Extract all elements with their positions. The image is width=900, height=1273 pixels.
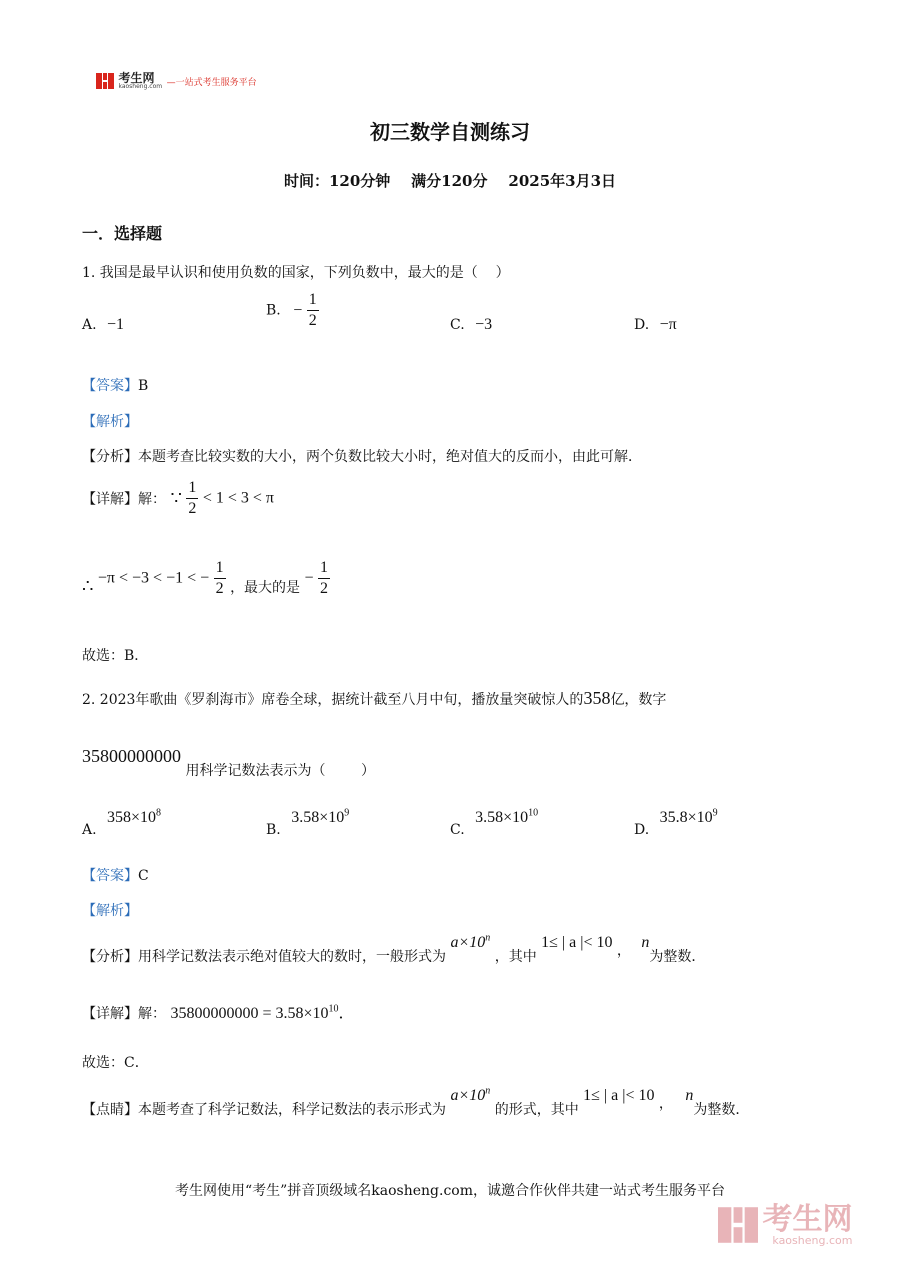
q2-dianjing: 【点睛】本题考查了科学记数法，科学记数法的表示形式为 $a\times 10^n$ 的形式，其中 1≤ | a |< 10 ， n为整数． (82, 1085, 750, 1118)
header-logo (96, 72, 257, 94)
q1-option-b: B. − $\frac{1}{2}$ (266, 291, 317, 329)
q2-answer: 【答案】C (82, 868, 149, 884)
watermark-logo-icon (718, 1203, 758, 1247)
q2-xiangjie: 【详解】解： $35800000000 = 3.58\times 10^{10}$． (82, 1003, 355, 1022)
q1-option-a: A. −1 (82, 316, 125, 333)
q2-option-a: A. $358\times 10^8$ (82, 808, 162, 839)
kaosheng-logo-icon (96, 72, 114, 90)
q2-stem-line2: 35800000000 用科学记数法表示为（ ） (82, 746, 376, 779)
page-footer: 考生网使用“考生”拼音顶级域名kaosheng.com，诚邀合作伙伴共建一站式考生服务平台 (174, 1183, 726, 1199)
q2-option-b: B. $3.58\times 10^9$ (266, 808, 350, 839)
q2-choose: 故选：C． (82, 1055, 149, 1071)
watermark-name: 考生网 (762, 1201, 853, 1237)
q1-stem: 1. 我国是最早认识和使用负数的国家，下列负数中，最大的是（ ） (82, 265, 510, 281)
page-subtitle: 时间：120分钟 满分120分 2025年3月3日 (283, 172, 617, 190)
q2-stem: 2. 2023年歌曲《罗刹海市》席卷全球，据统计截至八月中旬，播放量突破惊人的358亿，数字 (82, 688, 667, 708)
watermark (718, 1203, 852, 1247)
logo-domain: kaosheng.com (118, 83, 163, 90)
q1-xiangjie: 【详解】解： ∵ $\frac{1}{2}$ < 1 < 3 < π (82, 479, 274, 517)
q1-option-c: C. −3 (450, 316, 493, 333)
q1-therefore: ∴ −π < −3 < −1 < − $\frac{1}{2}$ ，最大的是 − $\frac{1}{2}$ (82, 559, 328, 597)
q1-choose: 故选：B． (82, 648, 149, 664)
page-title: 初三数学自测练习 (370, 120, 530, 144)
watermark-domain: kaosheng.com (772, 1233, 853, 1247)
logo-slogan: —一站式考生服务平台 (166, 77, 257, 88)
q1-option-d: D. −π (634, 316, 677, 333)
q2-analysis-tag: 【解析】 (82, 903, 138, 919)
q1-analysis-tag: 【解析】 (82, 414, 138, 430)
section-heading: 一．选择题 (82, 224, 163, 243)
q2-option-c: C. $3.58\times 10^{10}$ (450, 808, 539, 839)
q1-fenxi: 【分析】本题考查比较实数的大小，两个负数比较大小时，绝对值大的反而小，由此可解． (82, 449, 642, 465)
q1-answer: 【答案】B (82, 378, 149, 394)
logo-name: 考生网 (118, 71, 155, 85)
q2-option-d: D. $35.8\times 10^9$ (634, 808, 718, 839)
q2-fenxi: 【分析】用科学记数法表示绝对值较大的数时，一般形式为 $a\times 10^n$ ，其中 1≤ | a |< 10 ， n为整数． (82, 932, 706, 965)
